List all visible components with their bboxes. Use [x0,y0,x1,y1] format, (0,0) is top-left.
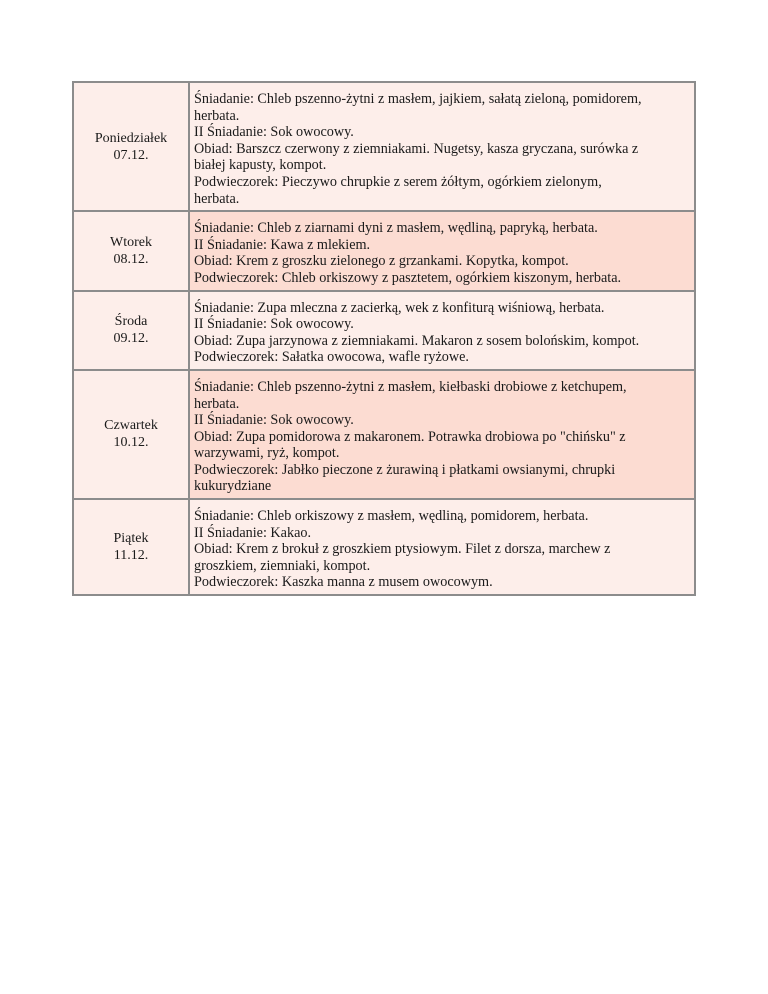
meal-line: Śniadanie: Chleb pszenno-żytni z masłem, kiełbaski drobiowe z ketchupem, [194,378,627,395]
day-date: 08.12. [113,251,149,267]
meal-line: groszkiem, ziemniaki, kompot. [194,557,371,574]
day-cell [73,211,189,290]
meal-line: Podwieczorek: Jabłko pieczone z żurawiną i płatkami owsianymi, chrupki [194,461,616,478]
weekly-menu-table [72,81,696,596]
meal-line: Podwieczorek: Pieczywo chrupkie z serem żółtym, ogórkiem zielonym, [194,173,602,190]
day-name: Poniedziałek [94,130,168,146]
meal-line: Obiad: Krem z brokuł z groszkiem ptysiowym. Filet z dorsza, marchew z [194,541,611,558]
meals-cell [189,499,695,595]
meal-line: Śniadanie: Zupa mleczna z zacierką, wek z konfiturą wiśniową, herbata. [194,299,605,316]
day-name: Środa [114,314,148,330]
meal-line: Śniadanie: Chleb pszenno-żytni z masłem, jajkiem, sałatą zieloną, pomidorem, [194,91,642,107]
meal-line: kukurydziane [194,478,272,495]
meal-line: Śniadanie: Chleb orkiszowy z masłem, wędliną, pomidorem, herbata. [194,508,589,525]
day-date: 10.12. [113,435,149,451]
meal-line: II Śniadanie: Sok owocowy. [194,124,354,141]
meals-cell [189,370,695,499]
menu-row-monday [73,82,695,211]
meals-cell [189,211,695,290]
day-cell [73,370,189,499]
day-date: 09.12. [113,331,149,347]
meal-line: II Śniadanie: Kakao. [194,524,312,541]
day-name: Wtorek [110,234,152,250]
meal-line: II Śniadanie: Sok owocowy. [194,316,354,333]
meal-line: Śniadanie: Chleb z ziarnami dyni z masłem, wędliną, papryką, herbata. [194,220,598,237]
meal-line: Podwieczorek: Sałatka owocowa, wafle ryżowe. [194,349,469,366]
meal-line: Obiad: Zupa pomidorowa z makaronem. Potrawka drobiowa po "chińsku" z [194,428,626,445]
day-cell [73,82,189,211]
meal-line: Podwieczorek: Chleb orkiszowy z pasztetem, ogórkiem kiszonym, herbata. [194,269,622,286]
day-date: 11.12. [113,548,149,564]
meal-line: II Śniadanie: Kawa z mlekiem. [194,236,371,253]
meal-line: Podwieczorek: Kaszka manna z musem owocowym. [194,574,493,591]
meal-line: herbata. [194,107,240,124]
day-date: 07.12. [113,147,149,163]
meals-cell [189,291,695,370]
meal-line: herbata. [194,395,240,412]
menu-row-wednesday [73,291,695,370]
meal-line: Obiad: Zupa jarzynowa z ziemniakami. Makaron z sosem bolońskim, kompot. [194,332,640,349]
day-cell [73,499,189,595]
day-cell [73,291,189,370]
meal-line: białej kapusty, kompot. [194,157,327,174]
meal-line: II Śniadanie: Sok owocowy. [194,412,354,429]
menu-row-thursday [73,370,695,499]
day-name: Czwartek [104,418,158,434]
meal-line: warzywami, ryż, kompot. [194,445,340,462]
day-name: Piątek [113,531,149,547]
meal-line: herbata. [194,190,240,207]
menu-row-tuesday [73,211,695,290]
meal-line: Obiad: Barszcz czerwony z ziemniakami. Nugetsy, kasza gryczana, surówka z [194,140,639,157]
menu-row-friday [73,499,695,595]
meal-line: Obiad: Krem z groszku zielonego z grzankami. Kopytka, kompot. [194,253,569,270]
meals-cell [189,82,695,211]
